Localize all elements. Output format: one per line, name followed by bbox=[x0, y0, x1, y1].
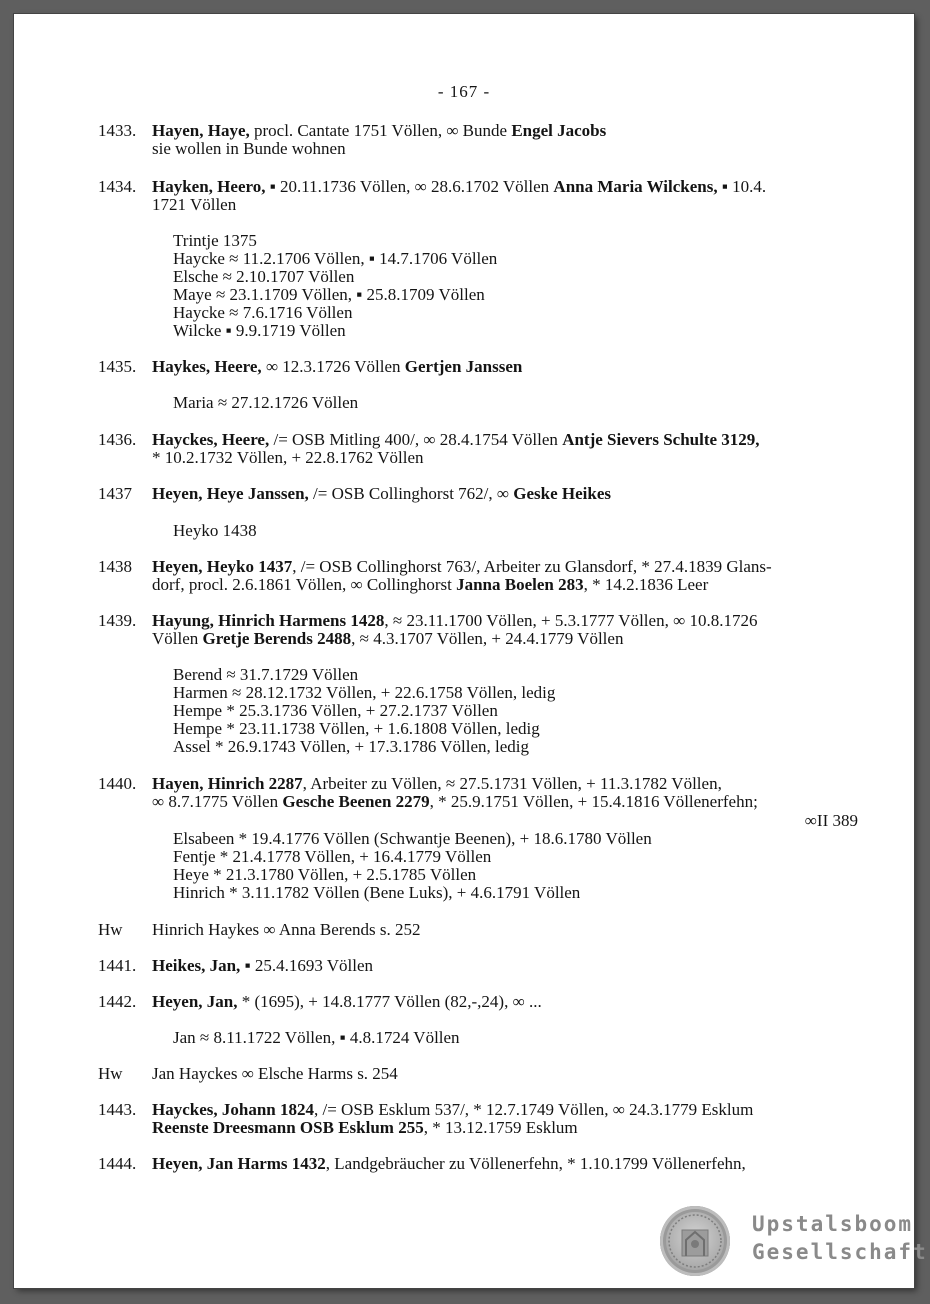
cross-reference-note: ∞II 389 bbox=[804, 811, 858, 830]
entry-name: Heyen, Heyko 1437 bbox=[152, 557, 293, 576]
entry-name: Heyen, Jan, bbox=[152, 992, 238, 1011]
child-line: Wilcke ▪ 9.9.1719 Völlen bbox=[173, 321, 346, 340]
spouse-name: Geske Heikes bbox=[513, 484, 612, 503]
spouse-name: Engel Jacobs bbox=[511, 121, 607, 140]
entry-name: Hayckes, Heere, bbox=[152, 430, 270, 449]
child-line: Heyko 1438 bbox=[173, 521, 257, 540]
entry-number: 1435. bbox=[98, 357, 137, 376]
entry-name: Heikes, Jan, bbox=[152, 956, 241, 975]
child-line: Haycke ≈ 7.6.1716 Völlen bbox=[173, 303, 353, 322]
spouse-name: Gretje Berends 2488 bbox=[202, 629, 352, 648]
entry-number: 1443. bbox=[98, 1100, 137, 1119]
entry-name: Hayung, Hinrich Harmens 1428 bbox=[152, 611, 385, 630]
document-page: - 167 - 1433. Hayen, Haye, procl. Cantate 1751 Völlen, ∞ Bunde Engel Jacobs sie wollen in Bunde wohnen 1434. Hayken, Heero, ▪ 20.11.1736 Völlen, ∞ 28.6.1702 Völlen Anna Maria Wilckens, ▪ 10.4. 1721 Völlen Trintje 1375 Haycke ≈ 11.2.1706 Völlen, ▪ 14.7.1706 Völlen Elsche ≈ 2.10.1707 Völlen Maye ≈ 23.1.1709 Völlen, ▪ 25.8.1709 Völlen Haycke ≈ 7.6.1716 Völlen Wilcke ▪ 9.9.1719 Völlen 1435. Haykes, Heere, ∞ 12.3.1726 Völlen Gertjen Janssen Maria ≈ 27.12.1726 Völlen 1436. Hayckes, Heere, /= OSB Mitling 400/, ∞ 28.4.1754 Völlen Antje Sievers Schulte 3129, * 10.2.1732 Völlen, + 22.8.1762 Völlen 1437 Heyen, Heye Janssen, /= OSB Collinghorst 762/, ∞ Geske Heikes Heyko 1438 1438 Heyen, Heyko 1437, /= OSB Collinghorst 763/, Arbeiter zu Glansdorf, * 27.4.1839 Glans- dorf, procl. 2.6.1861 Völlen, ∞ Collinghorst Janna Boelen 283, * 14.2.1836 Leer 1439. Hayung, Hinrich Harmens 1428, ≈ 23.11.1700 Völlen, + 5.3.1777 Völlen, ∞ 10.8.1726 Völlen Gretje Berends 2488, ≈ 4.3.1707 Völlen, + 24.4.1779 Völlen Berend ≈ 31.7.1729 Völlen Harmen ≈ 28.12.1732 Völlen, + 22.6.1758 Völlen, ledig Hempe * 25.3.1736 Völlen, + 27.2.1737 Völlen Hempe * 23.11.1738 Völlen, + 1.6.1808 Völlen, ledig Assel * 26.9.1743 Völlen, + 17.3.1786 Völlen, ledig 1440. Hayen, Hinrich 2287, Arbeiter zu Völlen, ≈ 27.5.1731 Völlen, + 11.3.1782 Völlen, ∞ 8.7.1775 Völlen Gesche Beenen 2279, * 25.9.1751 Völlen, + 15.4.1816 Völlenerfehn; ∞II 389 Elsabeen * 19.4.1776 Völlen (Schwantje Beenen), + 18.6.1780 Völlen Fentje * 21.4.1778 Völlen, + 16.4.1779 Völlen Heye * 21.3.1780 Völlen, + 2.5.1785 Völlen Hinrich * 3.11.1782 Völlen (Bene Luks), + 4.6.1791 Völlen Hw Hinrich Haykes ∞ Anna Berends s. 252 1441. Heikes, Jan, ▪ 25.4.1693 Völlen 1442. Heyen, Jan, * (1695), + 14.8.1777 Völlen (82,-,24), ∞ ... Jan ≈ 8.11.1722 Völlen, ▪ 4.8.1724 Völlen Hw Jan Hayckes ∞ Elsche Harms s. 254 1443. Hayckes, Johann 1824, /= OSB Esklum 537/, * 12.7.1749 Völlen, ∞ 24.3.1779 Esklum Reenste Dreesmann OSB Esklum 255, * 13.12.1759 Esklum 1444. Heyen, Jan Harms 1432, Landgebräucher zu Völlenerfehn, * 1.10.1799 Völlenerfehn, Upstalsboom Gesellschaft bbox=[14, 14, 914, 1288]
child-line: Jan ≈ 8.11.1722 Völlen, ▪ 4.8.1724 Völlen bbox=[173, 1028, 460, 1047]
child-line: Berend ≈ 31.7.1729 Völlen bbox=[173, 665, 359, 684]
page-number: - 167 - bbox=[437, 82, 491, 101]
entry-number: Hw bbox=[98, 1064, 123, 1083]
entry-name: Heyen, Heye Janssen, bbox=[152, 484, 309, 503]
entry-name: Hayen, Hinrich 2287 bbox=[152, 774, 303, 793]
seal-icon bbox=[660, 1206, 730, 1276]
child-line: Hempe * 25.3.1736 Völlen, + 27.2.1737 Völlen bbox=[173, 701, 498, 720]
entry-number: 1444. bbox=[98, 1154, 137, 1173]
entry-number: 1436. bbox=[98, 430, 137, 449]
spouse-name: Reenste Dreesmann OSB Esklum 255 bbox=[152, 1118, 424, 1137]
child-line: Maye ≈ 23.1.1709 Völlen, ▪ 25.8.1709 Völlen bbox=[173, 285, 485, 304]
spouse-name: Gertjen Janssen bbox=[404, 357, 523, 376]
entry-number: 1442. bbox=[98, 992, 137, 1011]
entry-name: Hayen, Haye, bbox=[152, 121, 250, 140]
child-line: Fentje * 21.4.1778 Völlen, + 16.4.1779 Völlen bbox=[173, 847, 492, 866]
entry-number: Hw bbox=[98, 920, 123, 939]
entry-number: 1438 bbox=[98, 557, 132, 576]
child-line: Elsabeen * 19.4.1776 Völlen (Schwantje Beenen), + 18.6.1780 Völlen bbox=[173, 829, 652, 848]
child-line: Heye * 21.3.1780 Völlen, + 2.5.1785 Völlen bbox=[173, 865, 477, 884]
entry-number: 1437 bbox=[98, 484, 132, 503]
spouse-name: Gesche Beenen 2279 bbox=[282, 792, 430, 811]
entry-name: Hayckes, Johann 1824 bbox=[152, 1100, 314, 1119]
entry-name: Heyen, Jan Harms 1432 bbox=[152, 1154, 326, 1173]
child-line: Maria ≈ 27.12.1726 Völlen bbox=[173, 393, 359, 412]
publisher-logo bbox=[660, 1206, 928, 1278]
spouse-name: Antje Sievers Schulte 3129, bbox=[562, 430, 760, 449]
child-line: Hinrich * 3.11.1782 Völlen (Bene Luks), + 4.6.1791 Völlen bbox=[173, 883, 581, 902]
entry-name: Haykes, Heere, bbox=[152, 357, 262, 376]
spouse-name: Janna Boelen 283 bbox=[456, 575, 584, 594]
entry-number: 1440. bbox=[98, 774, 137, 793]
entry-number: 1439. bbox=[98, 611, 137, 630]
entry-name: Hayken, Heero, bbox=[152, 177, 266, 196]
child-line: Hempe * 23.11.1738 Völlen, + 1.6.1808 Völlen, ledig bbox=[173, 719, 540, 738]
child-line: Haycke ≈ 11.2.1706 Völlen, ▪ 14.7.1706 Völlen bbox=[173, 249, 498, 268]
child-line: Assel * 26.9.1743 Völlen, + 17.3.1786 Völlen, ledig bbox=[173, 737, 530, 756]
entry-number: 1434. bbox=[98, 177, 137, 196]
spouse-name: Anna Maria Wilckens, bbox=[553, 177, 718, 196]
child-line: Elsche ≈ 2.10.1707 Völlen bbox=[173, 267, 355, 286]
entry-number: 1433. bbox=[98, 121, 137, 140]
entry-number: 1441. bbox=[98, 956, 137, 975]
logo-text: Upstalsboom Gesellschaft bbox=[752, 1212, 928, 1264]
child-line: Trintje 1375 bbox=[173, 231, 257, 250]
child-line: Harmen ≈ 28.12.1732 Völlen, + 22.6.1758 Völlen, ledig bbox=[173, 683, 556, 702]
